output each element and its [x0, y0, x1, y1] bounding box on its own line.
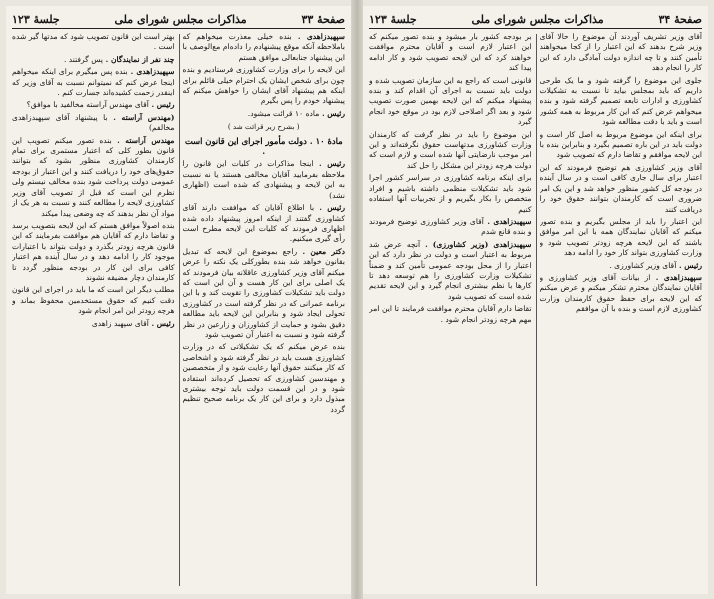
- speech-text: قانونی است که راجع به این سازمان تصویب شده و دولت باید نسبت به اجرای آن اقدام کند و بنده پیشنهاد میکنم که این لایحه بهمین صورت تصویب شود و بعد اگر اصلاحی لازم بود در موقع خود انجام گیرد: [369, 75, 532, 127]
- paragraph: [183, 32, 346, 63]
- paragraph: [12, 319, 175, 329]
- speaker-name: چند نفر از نمایندگان .: [103, 54, 175, 64]
- column-right: [540, 32, 703, 588]
- speech-text: بنده تصور میکنم تصویب این قانون بطور کلی که اعتبار مستمری برای تمام کارمندان کشاورزی منظور بشود که بتوانند حقوق‌های خود را دریافت کنند و این اعتبار از بودجه عمومی دولت پرداخت شود بنده مخالف نیستم ولی نظرم این است که قبل از تصویب آقای وزیر کشاورزی لایحه را مطالعه کنند و نسبت به هر یک از مواد آن نظر بدهند که چه وضعی پیدا میکند: [12, 135, 175, 218]
- paragraph: [12, 136, 175, 219]
- column-right: [183, 32, 346, 588]
- paragraph: [12, 55, 175, 65]
- speech-text: آقای وزیر کشاورزی .: [609, 260, 677, 270]
- session-number: جلسهٔ ۱۲۳: [12, 12, 60, 26]
- speaker-name: مهندس آراسته .: [111, 135, 175, 145]
- speech-text: آنچه عرض شد مربوط به اعتبار است و دولت در نظر دارد که این اعتبار را از محل بودجه عمومی تأمین کند و ضمناً تشکیلات وزارت کشاورزی را هم توسعه دهد تا کارها با نظم بیشتری انجام گیرد و این لایحه تقدیم شده است که تصویب شود: [369, 239, 532, 301]
- paragraph: [540, 261, 703, 271]
- procedural-note: ( بشرح زیر قرائت شد ): [227, 122, 300, 132]
- speech-text: اینجا مذاکرات در کلیات این قانون را ملاحظه بفرمایید آقایان مخالفی هستند یا نه نسبت به این لایحه و پیشنهادی که شده است (اظهاری نشد): [182, 159, 345, 200]
- speech-text: با اطلاع آقایان که موافقت دارند آقای کشاورزی گفتند از اینکه امروز پیشنهاد داده شده اظهاری فرمودند که کلیات این لایحه مطرح است رأی گیری میکنیم.: [182, 203, 345, 244]
- speech-text: آقای مهندس آراسته مخالفید با موافق؟: [26, 100, 149, 110]
- speech-text: با پیشنهاد آقای سپهبدزاهدی مخالفم): [12, 112, 175, 133]
- paragraph: [369, 32, 532, 74]
- speech-text: این اعتبار را باید از مجلس بگیریم و بنده تصور میکنم که آقایان نمایندگان همه با این امر موافق باشند که این لایحه هرچه زودتر تصویب شود و وزارت کشاورزی بتواند کار خود را ادامه دهد: [539, 216, 702, 258]
- speech-text: بهتر است این قانون تصویب شود که مدتها گیر شده است .: [12, 32, 175, 52]
- page-header: [12, 10, 345, 29]
- speech-text: آقای وزیر کشاورزی هم توضیح فرمودند که این اعتبار برای سال جاری کافی است و در سال آینده در بودجه کل کشور منظور خواهد شد و این یک امر ضروری است که کارمندان بتوانند حقوق خود را دریافت کنند: [539, 162, 702, 214]
- journal-title: مذاکرات مجلس شورای ملی: [114, 12, 247, 26]
- paragraph: [540, 217, 703, 259]
- paragraph: [369, 304, 532, 325]
- paragraph: [540, 163, 703, 215]
- speaker-name: (مهندس آراسته .: [107, 112, 175, 122]
- paragraph: [183, 342, 346, 415]
- paragraph: [183, 247, 346, 341]
- speaker-name: رئیس .: [148, 100, 175, 110]
- paragraph: [183, 65, 346, 107]
- paragraph: [540, 130, 703, 161]
- speech-text: این موضوع را باید در نظر گرفت که کارمندان وزارت کشاورزی مدتهاست حقوق نگرفته‌اند و این امر موجب نارضایتی آنها شده است و لازم است که دولت هرچه زودتر این مشکل را حل کند: [369, 129, 532, 170]
- speech-text: آقای وزیر کشاورزی توضیح فرمودند و بنده قانع شدم: [369, 216, 532, 237]
- paragraph: [12, 100, 175, 110]
- page-33: [6, 6, 351, 594]
- paragraph: [183, 109, 346, 119]
- speech-text: بنده اصولاً موافق هستم که این لایحه بتصویب برسد و تقاضا دارم که آقایان هم موافقت بفرمایند که این قانون هرچه زودتر بگذرد و دولت بتواند با اعتبارات موجود کار را ادامه دهد و در سال آینده هم اعتبار کافی برای این کار در بودجه منظور گردد تا کارمندان دچار مضیقه نشوند: [12, 220, 175, 282]
- speech-text: این لایحه را برای وزارت کشاورزی فرستادیم و بنده چون برای شخص ایشان یک احترام خیلی قائلم برای اینکه هم پیشنهاد آقای ایشان را خواهش میکنم که پیشنهاد خودم را پس بگیرم: [182, 65, 345, 106]
- paragraph: [183, 203, 346, 245]
- paragraph: [369, 173, 532, 215]
- page-number: صفحهٔ ۳۳: [301, 12, 345, 26]
- paragraph: [12, 285, 175, 316]
- column-left: [12, 32, 175, 588]
- journal-title: مذاکرات مجلس شورای ملی: [471, 12, 604, 26]
- speaker-name: سپهبدزاهدی (وزیر کشاورزی) .: [420, 239, 532, 249]
- speaker-name: رئیس .: [314, 203, 345, 213]
- paragraph: [12, 113, 175, 134]
- speech-text: از بیانات آقای وزیر کشاورزی و آقایان نمایندگان محترم تشکر میکنم و عرض میکنم که این لایحه برای حفظ حقوق کارمندان وزارت کشاورزی لازم است و بنده با آن موافقم: [539, 272, 702, 314]
- speaker-name: دکتر معین .: [297, 246, 345, 256]
- paragraph: [540, 273, 703, 315]
- speech-text: جلوی این موضوع را گرفته شود و ما یک طرحی داریم که باید بمجلس بیاید تا نسبت به تشکیلات کشاورزی و ادارات تابعه تصمیم گرفته شود و بنده میخواهم عرض کنم که این کار مربوط به همه کشور است و باید با دقت مطالعه شود: [539, 75, 702, 127]
- speech-text: بر بودجه کشور بار میشود و بنده تصور میکنم که این اعتبار لازم است و آقایان محترم موافقت خواهند کرد که این لایحه تصویب شود و کار ادامه پیدا کند: [369, 32, 532, 73]
- speech-text: بنده خیلی معذرت میخواهم که باملاحظه آنکه موقع پیشنهادم را داده‌ام مع‌الوصف با این پیشنهاد جنابعالی موافق هستم: [182, 32, 345, 62]
- paragraph: [369, 240, 532, 302]
- speech-text: پس گرفتند .: [63, 54, 104, 64]
- speaker-name: سپهبدزاهدی .: [127, 67, 175, 77]
- speaker-name: رئیس .: [148, 318, 175, 328]
- speaker-name: رئیس .: [676, 260, 702, 270]
- speaker-name: سپهبدزاهدی .: [483, 216, 532, 226]
- speaker-name: سپهبدزاهدی .: [291, 32, 345, 41]
- paragraph: [369, 76, 532, 128]
- speech-text: برای اینکه این موضوع مربوط به اصل کار است و دولت باید در این باره تصمیم بگیرد و بنابراین بنده با این لایحه موافقم و تقاضا دارم که تصویب شود: [539, 129, 702, 160]
- speech-text: آقای سپهبد زاهدی: [91, 318, 149, 328]
- paragraph: [12, 67, 175, 98]
- speaker-name: سپهبدزاهدی .: [650, 272, 702, 282]
- paragraph: [369, 217, 532, 238]
- speech-text: مطلب دیگر این است که ما باید در اجرای این قانون دقت کنیم که حقوق مستخدمین محفوظ بماند و هرچه زودتر این امر انجام شود: [12, 285, 175, 316]
- speaker-name: رئیس .: [313, 159, 345, 169]
- speech-text: بنده پس میگیرم برای اینکه میخواهم اینجا عرض کنم که نمیتوانم نسبت به آقای وزیر که اینقدر زحمت کشیده‌اند جسارت کنم .: [12, 67, 175, 98]
- page-34: [363, 6, 708, 594]
- article-heading: مادهٔ ۱۰ . دولت مأمور اجرای این قانون است .: [184, 135, 343, 157]
- speech-text: راجع بموضوع این لایحه که تبدیل بقانون خواهد شد بنده بطورکلی یک نکته را عرض میکنم آقای وزیر کشاورزی عاقلانه بیان فرمودند که یک اصلی برای این کار هست و آن این است که دولت باید تشکیلات کشاورزی را تقویت کند و با این برنامه عمرانی که در نظر گرفته است در کشاورزی تحولی ایجاد شود و بنابراین این لایحه باید مطالعه دقیق بشود و حمایت از کشاورزان و زارعین در نظر گرفته شود و نسبت به اعتبار آن تصویب شود: [182, 246, 345, 339]
- columns: [12, 32, 345, 588]
- speech-text: آقای وزیر تشریف آوردند آن موضوع را حالا آقای وزیر شرح بدهند که این اعتبار را از کجا میخواهند تأمین کنند و تا چه اندازه دولت آمادگی دارد که این کار را انجام دهد: [539, 32, 702, 73]
- paragraph: [540, 76, 703, 128]
- session-number: جلسهٔ ۱۲۳: [369, 12, 417, 26]
- paragraph: [183, 159, 346, 201]
- page-header: [369, 10, 702, 29]
- columns: [369, 32, 702, 588]
- speech-text: تقاضا دارم آقایان محترم موافقت فرمایند تا این امر مهم هرچه زودتر انجام شود .: [369, 304, 532, 324]
- speaker-name: رئیس .: [319, 108, 345, 118]
- speech-text: بنده عرض میکنم که یک تشکیلاتی که در وزارت کشاورزی هست باید در نظر گرفته شود و اشخاصی که کار میکنند حقوق آنها رعایت شود و از متخصصین و مهندسین کشاورزی که تحصیل کرده‌اند استفاده شود و در این قسمت دولت باید توجه بیشتری مبذول دارد و برای این کار یک برنامه صحیح تنظیم گردد: [182, 342, 345, 414]
- paragraph: [12, 221, 175, 283]
- speech-text: برای اینکه برنامه کشاورزی در سراسر کشور اجرا شود باید تشکیلات منظمی داشته باشیم و افراد متخصص را بکار بگیریم و از تجربیات آنها استفاده کنیم: [369, 173, 532, 214]
- speech-text: ماده ۱۰ قرائت میشود.: [247, 108, 320, 118]
- paragraph: [369, 130, 532, 172]
- paragraph: [540, 32, 703, 74]
- page-number: صفحهٔ ۳۴: [658, 12, 702, 26]
- book-gutter: [351, 0, 363, 599]
- paragraph: [12, 32, 175, 53]
- column-left: [369, 32, 532, 588]
